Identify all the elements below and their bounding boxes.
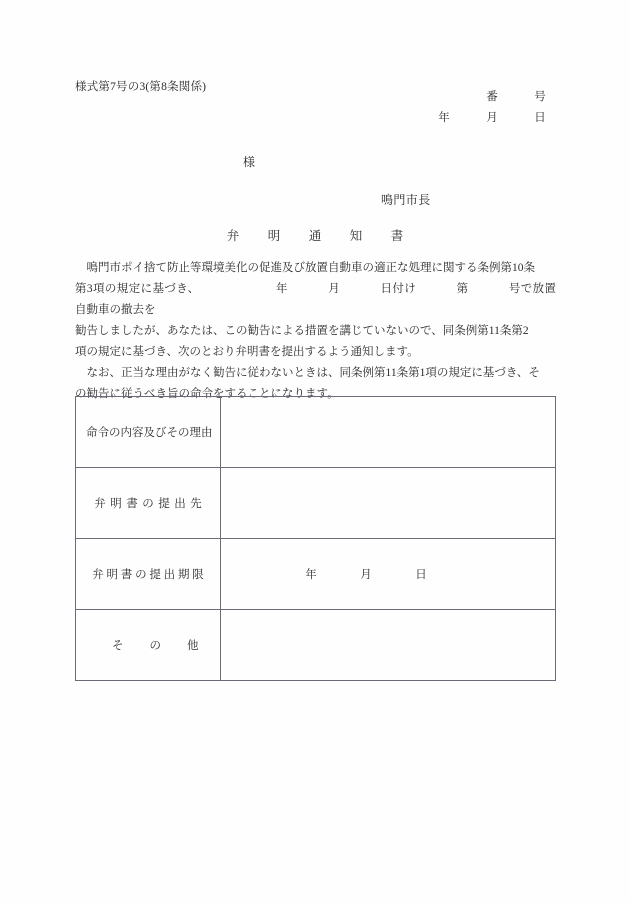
body-p1l2-year: 年 bbox=[275, 283, 288, 295]
document-title: 弁 明 通 知 書 bbox=[226, 229, 412, 243]
deadline-date-fields bbox=[231, 566, 545, 582]
deadline-day-label: 日 bbox=[415, 569, 427, 581]
row-label-other: その他 bbox=[76, 610, 221, 681]
row-value-submission-destination[interactable] bbox=[221, 468, 556, 539]
body-paragraph-2-line-1: なお、正当な理由がなく勧告に従わないときは、同条例第11条第1項の規定に基づき、そ bbox=[75, 367, 540, 379]
day-label: 日 bbox=[534, 112, 546, 124]
table-row bbox=[76, 468, 556, 539]
table-row bbox=[76, 610, 556, 681]
document-meta-block bbox=[410, 88, 560, 130]
body-p1l2-day-suffix: 日付け bbox=[380, 283, 417, 295]
body-p1l2-lead: 第3項の規定に基づき、 bbox=[75, 283, 200, 295]
month-label: 月 bbox=[486, 112, 498, 124]
number-label: 番 bbox=[486, 91, 498, 103]
body-p1l2-month: 月 bbox=[327, 283, 341, 295]
table-row bbox=[76, 539, 556, 610]
body-p1l2-number-label: 第 bbox=[456, 283, 469, 295]
deadline-year-label: 年 bbox=[305, 569, 317, 581]
form-number: 様式第7号の3(第8条関係) bbox=[75, 81, 207, 93]
body-paragraph-1-line-2 bbox=[75, 279, 556, 321]
year-label: 年 bbox=[438, 112, 450, 124]
row-label-order-content-reason: 命令の内容及びその理由 bbox=[76, 397, 221, 468]
row-label-submission-destination: 弁明書の提出先 bbox=[76, 468, 221, 539]
body-paragraph-1-line-1: 鳴門市ポイ捨て防止等環境美化の促進及び放置自動車の適正な処理に関する条例第10条 bbox=[75, 262, 535, 274]
document-number-row bbox=[410, 88, 560, 109]
row-value-other[interactable] bbox=[221, 610, 556, 681]
form-table bbox=[75, 396, 556, 681]
number-unit-label: 号 bbox=[534, 91, 546, 103]
body-p1l2-tail: 号で放置自動車の撤去を bbox=[75, 283, 557, 316]
row-label-submission-deadline: 弁明書の提出期限 bbox=[76, 539, 221, 610]
row-value-order-content-reason[interactable] bbox=[221, 397, 556, 468]
body-paragraph-1-line-3: 勧告しましたが、あなたは、この勧告による措置を講じていないので、同条例第11条第2 bbox=[75, 325, 529, 337]
deadline-month-label: 月 bbox=[360, 569, 372, 581]
row-value-submission-deadline[interactable] bbox=[221, 539, 556, 610]
body-paragraph-1-line-4: 項の規定に基づき、次のとおり弁明書を提出するよう通知します。 bbox=[75, 346, 419, 358]
table-row bbox=[76, 397, 556, 468]
issuer-name: 鳴門市長 bbox=[381, 193, 431, 207]
body-paragraph-2-line-2: の勧告に従うべき旨の命令をすることになります。 bbox=[75, 388, 339, 400]
addressee-honorific: 様 bbox=[243, 155, 256, 169]
document-date-row bbox=[410, 109, 560, 130]
body-text bbox=[75, 258, 556, 405]
